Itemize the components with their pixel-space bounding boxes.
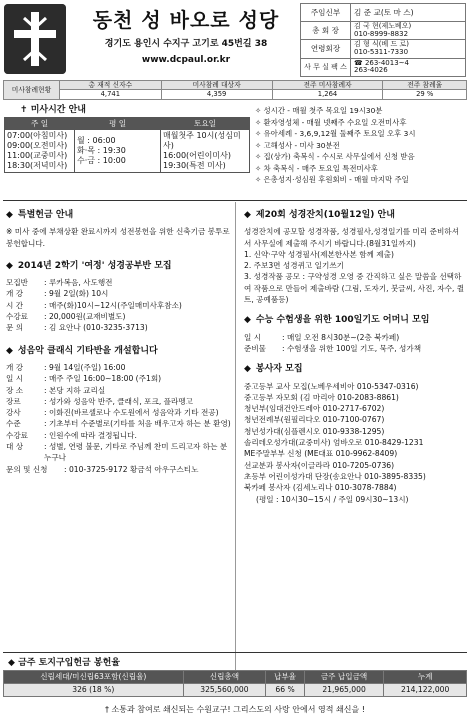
festival-item: 2. 주보3면 성경퀴고 일기쓰기 xyxy=(244,261,345,271)
mass-time: 월 : 06:00 xyxy=(77,136,116,146)
bible-row: 개 강 : 9월 2일(화) 10시 xyxy=(6,289,109,299)
stats-header: 전주 미사참례자 xyxy=(272,81,383,90)
diamond-icon: ◆ xyxy=(6,210,13,220)
note-item: ✧ 성시간 - 매월 첫주 목요일 19시30분 xyxy=(255,106,383,115)
guitar-row: 대 상 : 성별, 연령 불문, 기타로 주님께 찬미 드리고자 하는 분 누구나 xyxy=(6,442,228,463)
mass-time: 19:30(특전 미사) xyxy=(163,161,226,171)
stats-value: 1,264 xyxy=(272,90,383,99)
volunteer-item: 선교분과 봉사자(이글라라 010-7205-0736) xyxy=(244,460,395,470)
guitar-row: 장 소 : 본당 지하 교리실 xyxy=(6,385,106,395)
diamond-icon: ◆ xyxy=(244,315,251,326)
diamond-icon: ◆ xyxy=(6,260,13,271)
office-phone: ☎ 263-4013~4 xyxy=(354,58,409,67)
fund-header: 누계 xyxy=(384,671,467,684)
guitar-row: 개 강 : 9월 14일(주일) 16:00 xyxy=(6,362,126,372)
mass-title-text: 미사시간 안내 xyxy=(30,105,86,115)
saturday-times xyxy=(161,130,250,173)
note-item: ✧ 차 축복식 - 매주 토요일 특전미사후 xyxy=(255,163,378,173)
stats-header-row xyxy=(4,81,467,90)
volunteer-item: 청년성가대(심플렌시오 010-9338-1295) xyxy=(244,426,385,436)
mass-time: 09:00(오전미사) xyxy=(7,141,68,151)
staff-phone: 010-8999-8832 xyxy=(354,29,409,38)
diamond-icon: ◆ xyxy=(244,364,251,375)
staff-table xyxy=(300,3,466,77)
fund-value-row xyxy=(4,684,467,697)
stats-value-row xyxy=(4,90,467,99)
diamond-icon: ◆ xyxy=(244,210,251,220)
staff-name: 김 준 교(토 마 스) xyxy=(351,4,466,22)
attendance-stats xyxy=(3,80,467,100)
office-fax: 263-4026 xyxy=(354,66,388,75)
staff-row xyxy=(301,22,466,40)
staff-row xyxy=(301,4,466,22)
stats-value: 4,741 xyxy=(60,90,162,99)
bible-row: 수강료 : 20,000원(교재비별도) xyxy=(6,312,126,322)
stats-value: 29 % xyxy=(383,90,467,99)
mass-header: 토요일 xyxy=(161,118,250,130)
staff-contact xyxy=(351,40,466,58)
volunteer-item: ME주말부부 신청 (ME대표 010-9962-8409) xyxy=(244,449,398,459)
volunteer-item: 중고등부 자모회 (김 마리아 010-2083-8861) xyxy=(244,392,399,402)
staff-row xyxy=(301,40,466,58)
staff-role: 사 무 실 팩 스 xyxy=(301,58,351,76)
volunteer-item: 중고등부 교사 모집(노베우세비아 010-5347-0316) xyxy=(244,381,419,391)
fund-header: 신립세대/미신립63포함(신립율) xyxy=(4,671,184,684)
bible-title: ◆ 2014년 2학기 '여정' 성경공부반 모집 xyxy=(6,260,172,271)
title-box xyxy=(72,4,300,74)
stats-label: 미사참례현황 xyxy=(4,81,60,100)
staff-role: 주임신부 xyxy=(301,4,351,22)
note-item: ✧ 유아세례 - 3,6,9,12월 둘째주 토요일 오후 3시 xyxy=(255,129,416,138)
mass-time: 07:00(아침미사) xyxy=(7,131,68,141)
festival-item: 1. 신약·구약 성경필사(제본한사본 함께 제출) xyxy=(244,249,394,259)
guitar-row: 수강료 : 인원수에 따라 결정됩니다. xyxy=(6,430,137,440)
sunday-times xyxy=(5,130,75,173)
stats-value: 4,359 xyxy=(161,90,272,99)
staff-row xyxy=(301,58,466,76)
donation-title: ◆ 특별헌금 안내 xyxy=(6,210,74,220)
volunteer-item: 솔리데오성가대(교중미사) 엄바오로 010-8429-1231 xyxy=(244,438,424,448)
festival-item: 3. 성경작품 공모 : 구약성경 오영 중 간직하고 싶은 말씀을 선택하여 작품으로 만들어 제출바람 (그림, 도자기, 붓글씨, 사진, 자수, 퀼트, 공예품등) xyxy=(244,272,465,305)
volunteer-item: 청년전례부(원필리다오 010-7100-0767) xyxy=(244,415,385,425)
mass-time: 16:00(어린이미사) xyxy=(163,151,231,161)
note-item: ✧ 은총성지·성심원 후원회비 - 매월 마지막 주일 xyxy=(255,175,409,184)
mass-header: 주 일 xyxy=(5,118,75,130)
volunteer-hours: (평일 : 10시30~15시 / 주일 09시30~13시) xyxy=(256,494,409,504)
mass-time: 화·목 : 19:30 xyxy=(77,146,126,156)
fund-value: 325,560,000 xyxy=(183,684,266,697)
mass-title xyxy=(20,105,220,116)
church-title: 동천 성 바오로 성당 xyxy=(92,8,280,32)
right-column xyxy=(244,206,466,505)
mass-time: 매월첫주 10시(성심미사) xyxy=(163,131,241,151)
note-item: ✧ 집(상가) 축복식 - 수시로 사무실에서 신청 받음 xyxy=(255,152,415,161)
staff-phone: 010-5311-7330 xyxy=(354,48,409,57)
footer-slogan: † 소통과 참여로 쇄신되는 수원교구! 그리스도의 사랑 안에서 영적 쇄신을 ! xyxy=(105,705,365,714)
church-url[interactable]: www.dcpaul.or.kr xyxy=(141,55,231,66)
staff-name: 김 국 현(제노베오) xyxy=(354,22,412,30)
guitar-row: 문의 및 신청 : 010-3725-9172 황금석 아우구스티노 xyxy=(6,464,199,474)
note-item: ✧ 고해성사 - 미사 30분전 xyxy=(255,140,340,150)
festival-title: ◆ 제20회 성경잔치(10월12일) 안내 xyxy=(244,210,395,220)
mass-time: 18:30(저녁미사) xyxy=(7,161,68,171)
church-logo xyxy=(4,4,66,74)
volunteer-item: 북카페 봉사자 (김세노리나 010-3078-7884) xyxy=(244,483,397,493)
fund-header: 금주 납입금액 xyxy=(304,671,384,684)
guitar-row: 장르 : 성가와 성음악 반주, 클래식, 포크, 플라멩고 xyxy=(6,396,193,406)
stats-header: 미사참례 대상자 xyxy=(161,81,272,90)
note-item: ✧ 환자영성체 - 매월 넷째주 수요일 오전미사후 xyxy=(255,117,407,127)
schedule-notes xyxy=(255,105,467,186)
staff-role: 연령회장 xyxy=(301,40,351,58)
mass-header-row xyxy=(5,118,250,130)
bible-row: 모집반 : 루카복음, 사도행전 xyxy=(6,278,113,288)
diamond-icon: ◆ xyxy=(8,658,19,668)
fund-value: 66 % xyxy=(266,684,305,697)
header xyxy=(0,0,470,78)
guitar-row: 강사 : 이화진(바르셀로나 수도원에서 성음악과 기타 전공) xyxy=(6,408,219,418)
church-address: 경기도 용인시 수지구 고기로 45번길 38 xyxy=(104,39,268,49)
fund-table xyxy=(3,670,467,697)
staff-contact xyxy=(351,58,466,76)
divider xyxy=(3,200,467,201)
column-divider xyxy=(235,202,236,682)
bible-row: 시 간 : 매주(화)10시~12시(주일매미사후참소) xyxy=(6,300,182,310)
fund-value: 326 (18 %) xyxy=(4,684,184,697)
mass-header: 평 일 xyxy=(75,118,161,130)
fund-header-row xyxy=(4,671,467,684)
bible-row: 문 의 : 김 요안나 (010-3235-3713) xyxy=(6,323,148,333)
stats-header: 전주 참례율 xyxy=(383,81,467,90)
donation-text: ※ 미사 중에 부채상환 완료시까지 성전봉헌을 위한 신축기금 봉투로 봉헌합니다. xyxy=(6,227,230,248)
left-column xyxy=(6,206,232,475)
divider xyxy=(3,652,467,653)
weekday-times xyxy=(75,130,161,173)
mass-body-row xyxy=(5,130,250,173)
church-logo-icon xyxy=(4,4,66,74)
staff-name: 김 형 식(베 드 로) xyxy=(354,40,409,49)
guitar-row: 일 시 : 매주 주일 16:00~18:00 (주1회) xyxy=(6,374,162,384)
stats-header: 총 재적 신자수 xyxy=(60,81,162,90)
volunteer-item: 청년부(임대건안드레아 010-2717-6702) xyxy=(244,404,385,414)
fund-header: 납부율 xyxy=(266,671,305,684)
fund-header: 신립총액 xyxy=(183,671,266,684)
fund-value: 21,965,000 xyxy=(304,684,384,697)
diamond-icon: ◆ xyxy=(6,345,13,356)
volunteer-title: ◆ 봉사자 모집 xyxy=(244,364,303,375)
mass-schedule-table xyxy=(4,117,250,173)
guitar-title: ◆ 성음악 클래식 기타반을 개설합니다 xyxy=(6,345,158,356)
volunteer-item: 초등부 어린이성가대 단장(송요안나 010-3895-8335) xyxy=(244,471,426,481)
guitar-row: 수준 : 기초부터 수준별로(기타를 처음 배우고자 하는 분 환영) xyxy=(6,419,231,429)
staff-role: 총 회 장 xyxy=(301,22,351,40)
cross-icon: ✝ xyxy=(20,105,31,115)
mass-time: 11:00(교중미사) xyxy=(7,151,68,161)
fund-value: 214,122,000 xyxy=(384,684,467,697)
mass-time: 수·금 : 10:00 xyxy=(77,156,126,166)
staff-contact xyxy=(351,22,466,40)
festival-text: 성경잔치에 공모할 성경작품, 성경필사,성경일기를 미리 준비하셔서 사무실에 제출해 주시기 바랍니다.(8월31일까지) xyxy=(244,227,459,248)
prayer-row: 일 시 : 매일 오전 8시30분~(2층 북카페) xyxy=(244,332,400,342)
prayer-row: 준비물 : 수험생을 위한 100일 기도, 묵주, 성가책 xyxy=(244,343,422,353)
fund-title: ◆ 금주 토지구입헌금 봉헌율 xyxy=(8,658,120,668)
prayer-title: ◆ 수능 수험생을 위한 100일기도 어머니 모임 xyxy=(244,315,430,326)
